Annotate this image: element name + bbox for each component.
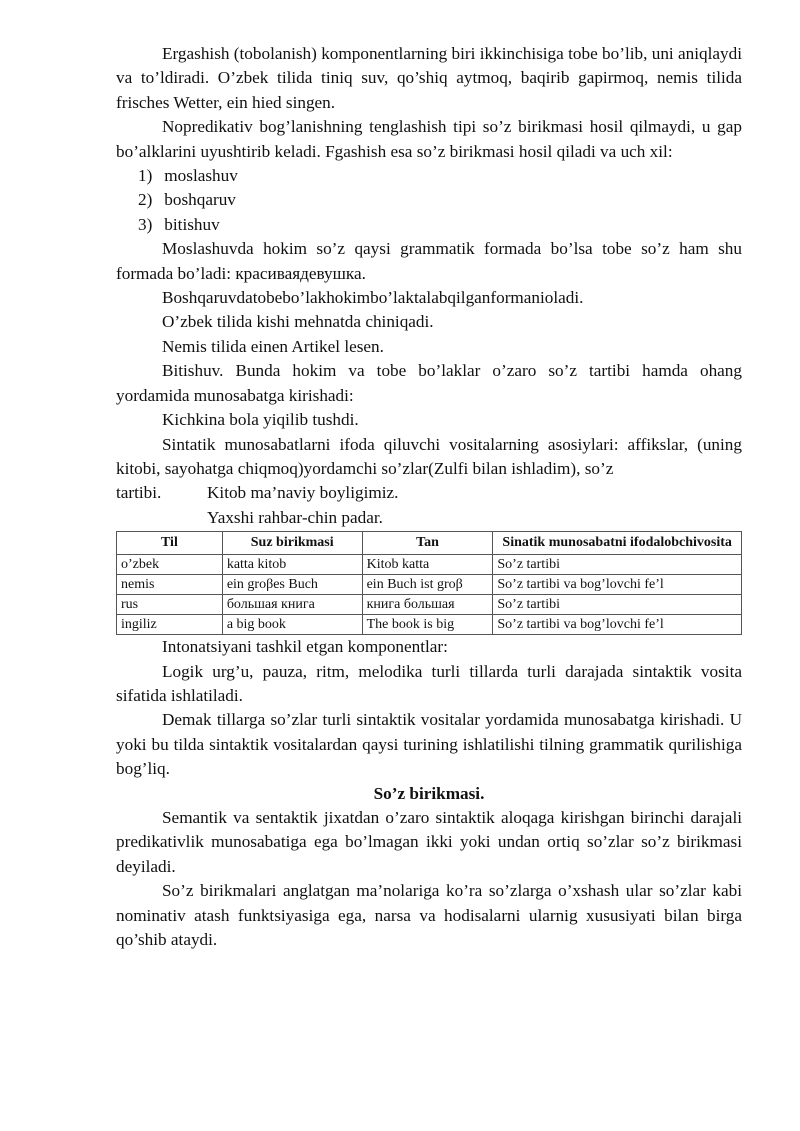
paragraph-example-bitishuv: Kichkina bola yiqilib tushdi. — [162, 410, 359, 430]
tab-line-lead: tartibi. — [116, 483, 162, 503]
section-heading: So’z birikmasi. — [373, 783, 485, 803]
connection-types-list — [116, 164, 742, 237]
paragraph-soz-birikmalari: So’z birikmalari anglatgan ma’nolariga ko’ra so’zlarga o’xshash ular so’zlar kabi nominativ atash funktsiyasiga ega, narsa va hodisalarni ularnig xususiyati bilan birga qo’shib ataydi. — [116, 881, 742, 949]
syntax-table — [116, 531, 742, 635]
table-row — [117, 595, 742, 615]
table-cell: книга большая — [362, 595, 493, 615]
paragraph-logik-urgu: Logik urg’u, pauza, ritm, melodika turli tillarda turli darajada sintaktik vosita sifatida ishlatiladi. — [116, 661, 742, 705]
table-cell: nemis — [117, 575, 223, 595]
table-row — [117, 575, 742, 595]
paragraph-example-german: Nemis tilida einen Artikel lesen. — [162, 336, 384, 356]
table-row — [117, 555, 742, 575]
table-cell: ein groβes Buch — [222, 575, 362, 595]
table-cell: o’zbek — [117, 555, 223, 575]
table-cell: большая книга — [222, 595, 362, 615]
tab-line — [116, 481, 742, 505]
table-cell: The book is big — [362, 615, 493, 635]
table-cell: rus — [117, 595, 223, 615]
paragraph-semantik: Semantik va sentaktik jixatdan o’zaro sintaktik aloqaga kirishgan birinchi darajali predikativlik munosabatiga ega bo’lmagan ikki yoki undan ortiq so’zlar so’z birikmasi deyiladi. — [116, 807, 742, 876]
table-cell: a big book — [222, 615, 362, 635]
list-item: 1) moslashuv — [138, 166, 238, 186]
paragraph-boshqaruv: Boshqaruvdatobebo’lakhokimbo’laktalabqilganformanioladi. — [162, 288, 584, 308]
example-line: Yaxshi rahbar-chin padar. — [207, 507, 383, 527]
document-page — [116, 42, 742, 952]
tab-line-text: Kitob ma’naviy boyligimiz. — [207, 483, 399, 503]
paragraph-example-uzbek: O’zbek tilida kishi mehnatda chiniqadi. — [162, 312, 434, 332]
table-header: Suz birikmasi — [222, 532, 362, 555]
paragraph-sintatik: Sintatik munosabatlarni ifoda qiluvchi vositalarning asosiylari: affikslar, (uning kitobi, sayohatga chiqmoq)yordamchi so’zlar(Zulfi bilan ishladim), so’z — [116, 434, 742, 478]
table-cell: ein Buch ist groβ — [362, 575, 493, 595]
table-cell: Kitob katta — [362, 555, 493, 575]
paragraph-moslashuv: Moslashuvda hokim so’z qaysi grammatik formada bo’lsa tobe so’z ham shu formada bo’ladi: красиваядевушка. — [116, 239, 742, 283]
paragraph-nopredikativ: Nopredikativ bog’lanishning tenglashish tipi so’z birikmasi hosil qilmaydi, u gap bo’alklarini uyushtirib keladi. Fgashish esa so’z birikmasi hosil qiladi va uch xil: — [116, 117, 742, 161]
list-item: 3) bitishuv — [138, 214, 220, 234]
list-item: 2) boshqaruv — [138, 190, 236, 210]
table-header-row — [117, 532, 742, 555]
table-header: Til — [117, 532, 223, 555]
table-cell: So’z tartibi va bog’lovchi fe’l — [493, 575, 742, 595]
table-row — [117, 615, 742, 635]
table-cell: So’z tartibi va bog’lovchi fe’l — [493, 615, 742, 635]
paragraph-bitishuv: Bitishuv. Bunda hokim va tobe bo’laklar o’zaro so’z tartibi hamda ohang yordamida munosabatga kirishadi: — [116, 361, 742, 405]
paragraph-intonatsiya: Intonatsiyani tashkil etgan komponentlar: — [162, 637, 448, 657]
table-cell: katta kitob — [222, 555, 362, 575]
paragraph-demak: Demak tillarga so’zlar turli sintaktik vositalar yordamida munosabatga kirishadi. U yoki bu tilda sintaktik vositalardan qaysi turining ishlatilishi tilning grammatik qurilishiga bog’liq. — [116, 710, 742, 779]
paragraph-ergashish: Ergashish (tobolanish) komponentlarning biri ikkinchisiga tobe bo’lib, uni aniqlaydi va to’ldiradi. O’zbek tilida tiniq suv, qo’shiq aytmoq, baqirib gapirmoq, nemis tilida frisches Wetter, ein hied singen. — [116, 44, 742, 112]
table-cell: So’z tartibi — [493, 555, 742, 575]
table-header: Sinatik munosabatni ifodalobchivosita — [493, 532, 742, 555]
table-cell: So’z tartibi — [493, 595, 742, 615]
table-cell: ingiliz — [117, 615, 223, 635]
table-header: Tan — [362, 532, 493, 555]
